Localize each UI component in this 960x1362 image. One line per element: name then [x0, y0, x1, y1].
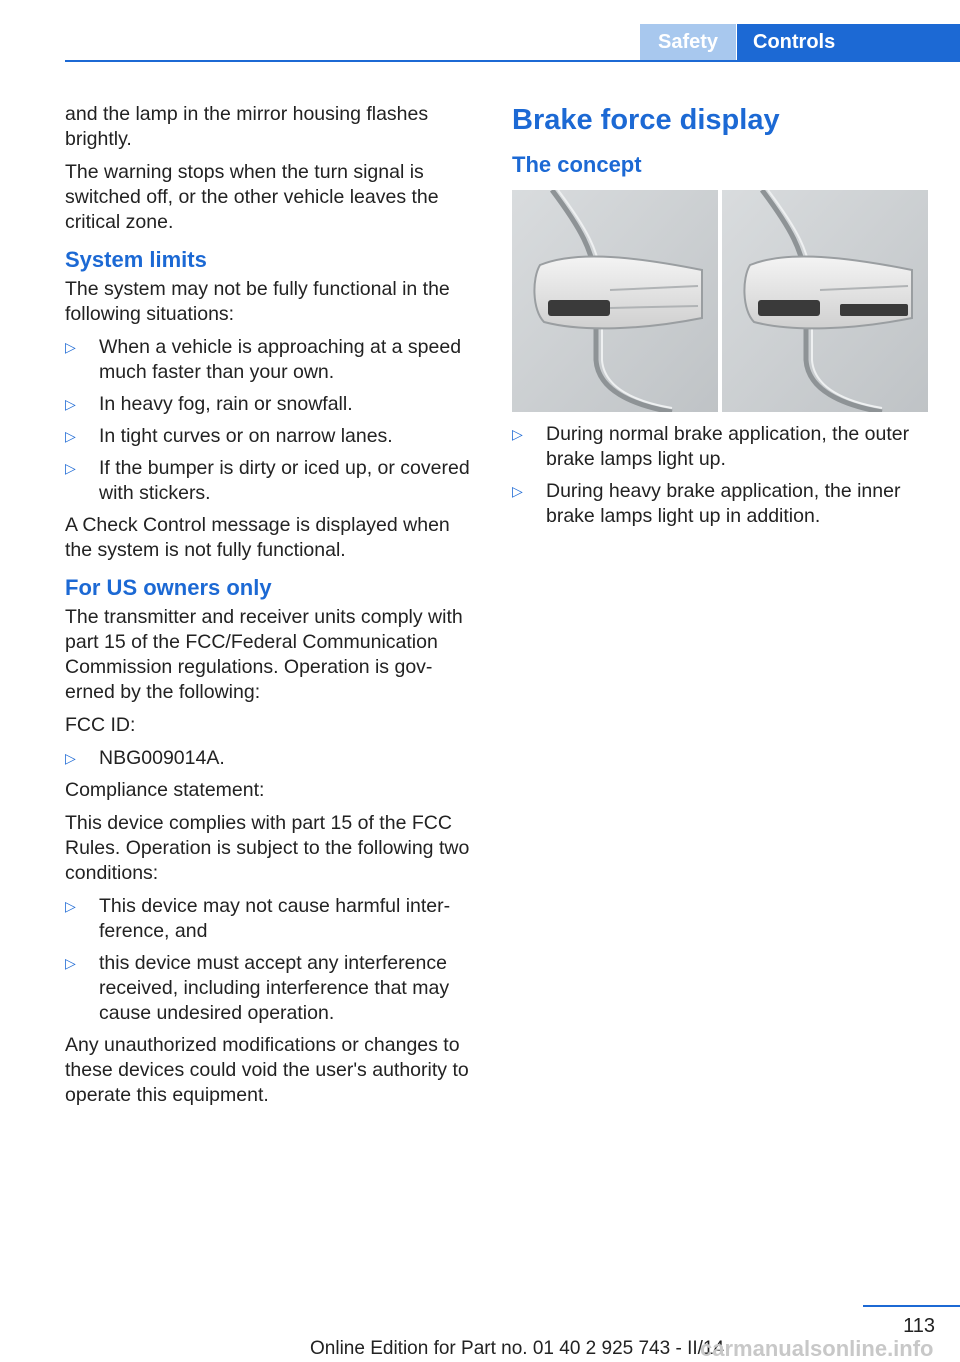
brake-lamps-illustration — [512, 190, 928, 412]
list-item: ▷ During heavy brake application, the inner brake lamps light up in addition. — [512, 479, 930, 529]
paragraph-fcc: The transmitter and receiver units comply with part 15 of the FCC/Federal Communication Commission regulations. Operation is gov‐erned by the following: — [65, 606, 463, 703]
list-item: ▷ In heavy fog, rain or snowfall. — [65, 392, 481, 417]
conditions-list — [65, 894, 481, 1026]
right-column — [512, 100, 930, 536]
paragraph-compliance: Compliance statement: — [65, 779, 265, 801]
tab-safety[interactable]: Safety — [640, 24, 736, 61]
heading-brake-force-display: Brake force display — [512, 104, 780, 136]
list-item: ▷ If the bumper is dirty or iced up, or covered with stickers. — [65, 456, 481, 506]
left-column — [65, 102, 481, 1116]
limits-list — [65, 335, 481, 506]
paragraph-unauthorized: Any unauthorized modifications or changes to these devices could void the user's authority to operate this equipment. — [65, 1034, 469, 1106]
list-item: ▷ This device may not cause harmful inter‐ference, and — [65, 894, 481, 944]
list-item: ▷ NBG009014A. — [65, 746, 481, 771]
list-item: ▷ During normal brake application, the outer brake lamps light up. — [512, 422, 930, 472]
footer-rule — [863, 1305, 960, 1307]
paragraph-mirror-lamp: and the lamp in the mirror housing flashes brightly. — [65, 103, 429, 150]
paragraph-limits-intro: The system may not be fully functional in the following situations: — [65, 278, 450, 325]
watermark: carmanualsonline.info — [700, 1336, 934, 1361]
paragraph-warning-stops: The warning stops when the turn signal is switched off, or the other vehicle leaves the critical zone. — [65, 161, 439, 233]
tail-lamp-heavy-braking-image — [722, 190, 928, 412]
list-item: ▷ When a vehicle is approaching at a speed much faster than your own. — [65, 335, 481, 385]
page-header — [0, 0, 960, 64]
tail-lamp-normal-image — [512, 190, 718, 412]
header-rule — [65, 60, 960, 62]
paragraph-fcc-id: FCC ID: — [65, 714, 136, 736]
paragraph-device-complies: This device complies with part 15 of the FCC Rules. Operation is subject to the following two conditions: — [65, 812, 470, 884]
heading-us-owners: For US owners only — [65, 575, 272, 600]
list-item: ▷ this device must accept any interference received, including interference that may cause undesired operation. — [65, 951, 481, 1026]
brake-items-list — [512, 422, 930, 529]
fcc-id-list — [65, 746, 481, 771]
paragraph-check-control: A Check Control message is displayed when the system is not fully functional. — [65, 514, 450, 561]
heading-the-concept: The concept — [512, 152, 642, 177]
tab-controls[interactable]: Controls — [737, 24, 960, 61]
edition-text: Online Edition for Part no. 01 40 2 925 743 - II/14 — [310, 1338, 725, 1359]
page-number: 113 — [903, 1315, 935, 1337]
list-item: ▷ In tight curves or on narrow lanes. — [65, 424, 481, 449]
heading-system-limits: System limits — [65, 247, 207, 272]
